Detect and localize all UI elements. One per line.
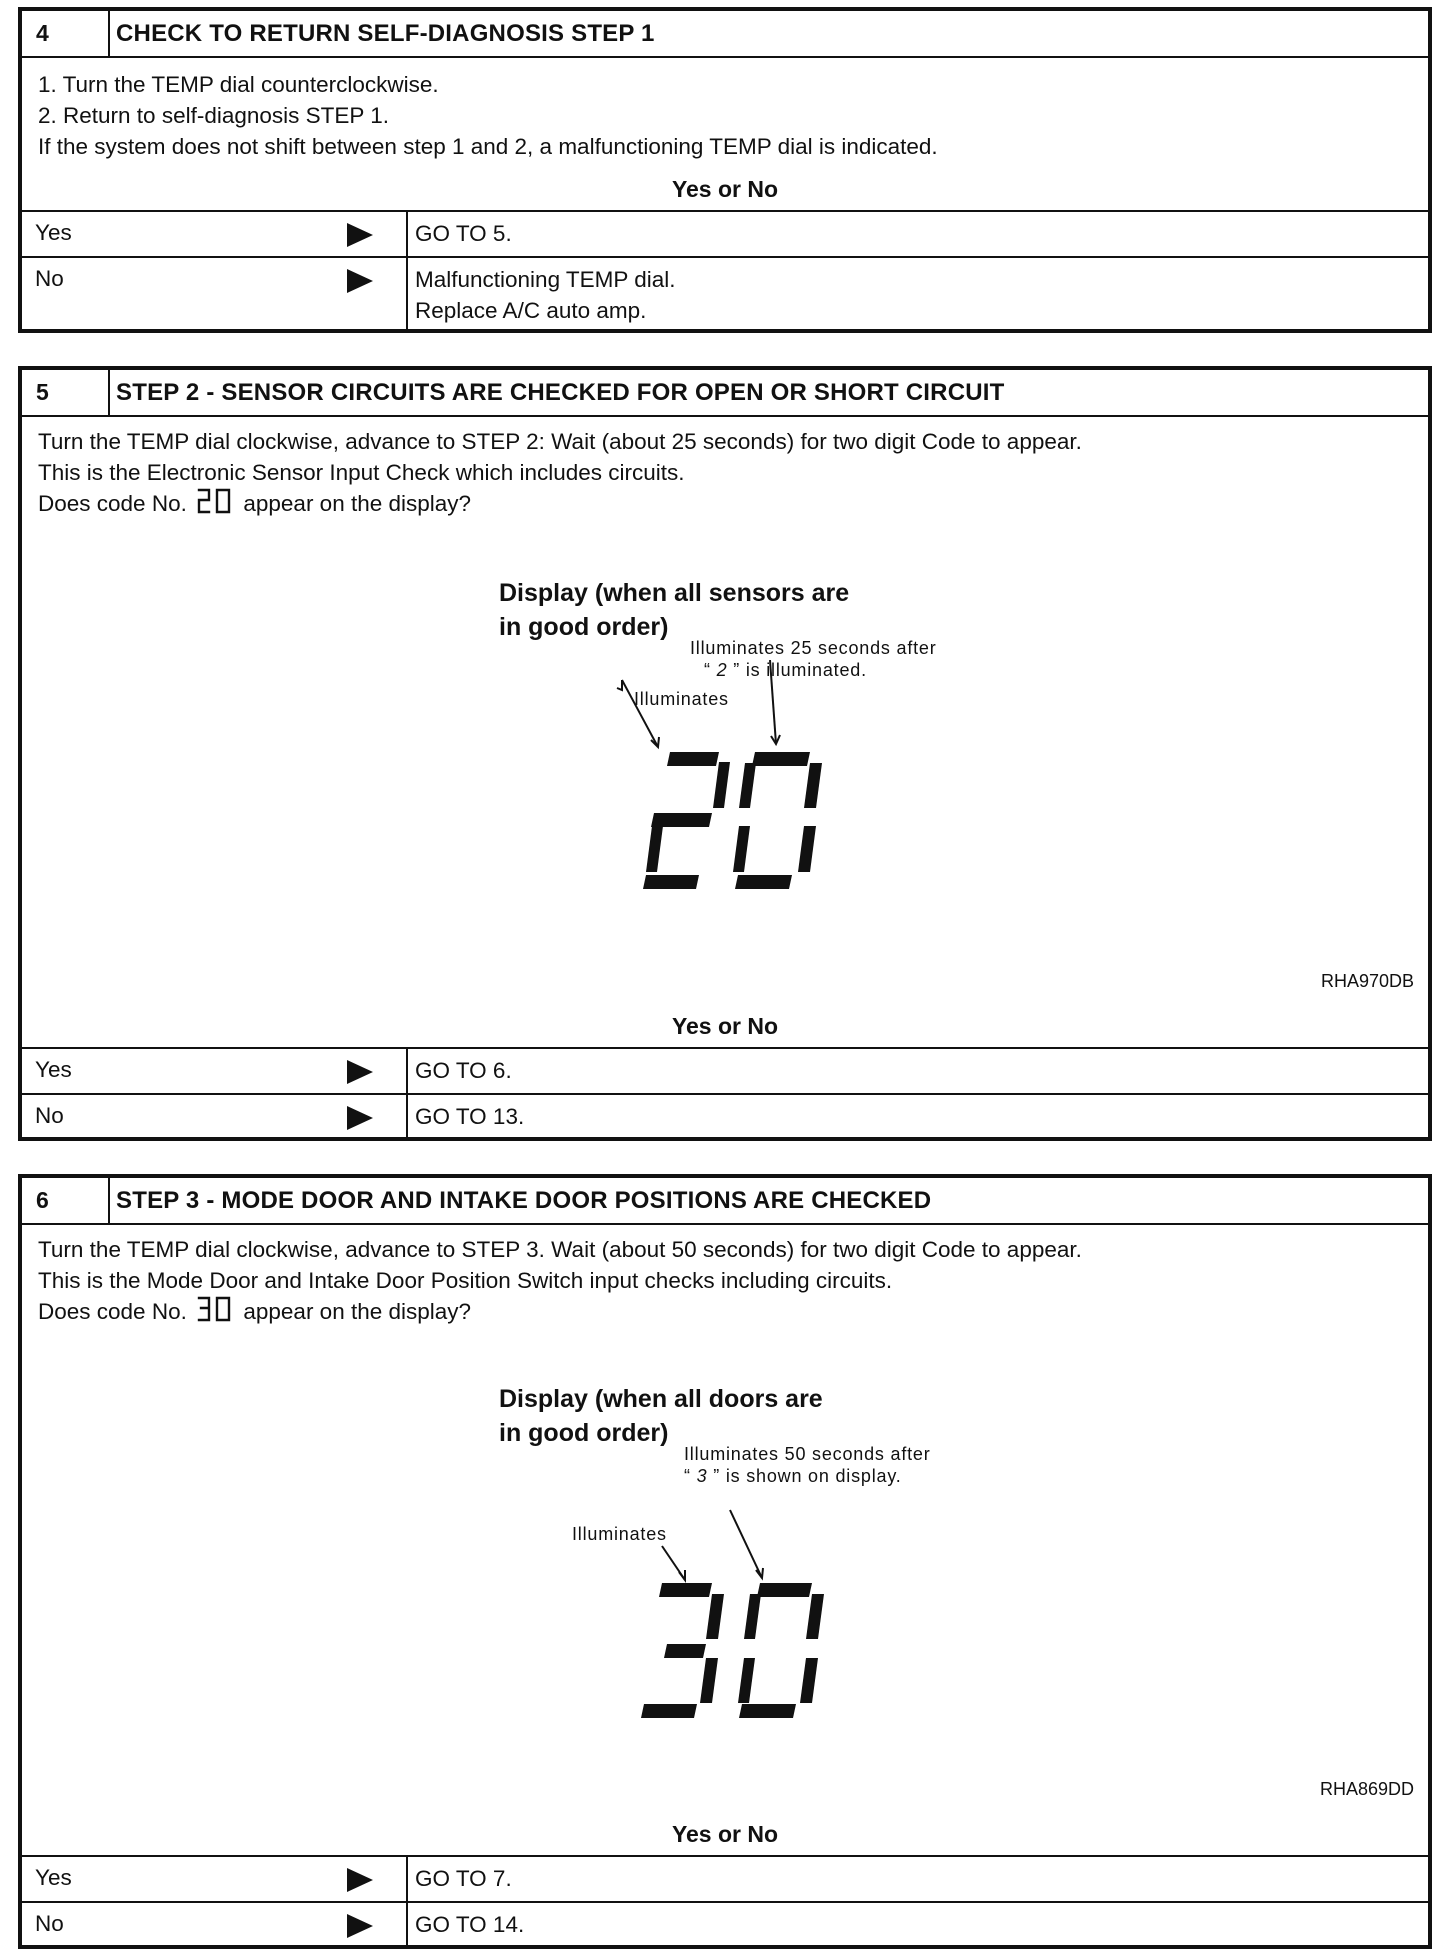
right-arrow-icon — [347, 223, 373, 247]
display-digit-2 — [643, 752, 730, 889]
figure-label-first-digit: Illuminates — [634, 689, 729, 709]
yes-row — [22, 1855, 1428, 1901]
no-result: GO TO 14. — [415, 1912, 525, 1937]
yes-label: Yes — [35, 1865, 72, 1890]
step-number: 6 — [22, 1178, 110, 1223]
yes-label: Yes — [35, 220, 72, 245]
note-digit: 2 — [716, 660, 728, 680]
step-6-instructions — [38, 1234, 1418, 1327]
note-line: Illuminates 25 seconds after — [690, 638, 937, 658]
yes-or-no-label: Yes or No — [671, 176, 779, 202]
figure-id: RHA970DB — [1320, 971, 1414, 991]
yes-label: Yes — [35, 1057, 72, 1082]
quote-close: ” is illuminated. — [733, 660, 867, 680]
no-label: No — [35, 266, 64, 291]
yes-row — [22, 1047, 1428, 1093]
no-row — [22, 1093, 1428, 1139]
yes-result: GO TO 7. — [415, 1866, 512, 1891]
yes-result: GO TO 6. — [415, 1058, 512, 1083]
step-title: CHECK TO RETURN SELF-DIAGNOSIS STEP 1 — [116, 20, 655, 47]
step-6-box — [18, 1174, 1432, 1949]
display-illustration — [492, 1468, 852, 1748]
instruction-line: 1. Turn the TEMP dial counterclockwise. — [38, 72, 439, 97]
quote-open: “ — [684, 1466, 691, 1486]
step-6-header — [22, 1178, 1428, 1225]
right-arrow-icon — [347, 269, 373, 293]
code-30-icon — [195, 1296, 235, 1322]
display-digit-0 — [733, 752, 822, 889]
caption-line: Display (when all sensors are — [499, 579, 850, 607]
step-number: 5 — [22, 370, 110, 415]
no-label: No — [35, 1103, 64, 1128]
no-row — [22, 1901, 1428, 1947]
display-illustration — [492, 660, 852, 940]
step-title: STEP 2 - SENSOR CIRCUITS ARE CHECKED FOR OPEN OR SHORT CIRCUIT — [116, 379, 1005, 406]
instruction-line: 2. Return to self-diagnosis STEP 1. — [38, 103, 390, 128]
instruction-line: This is the Electronic Sensor Input Check which includes circuits. — [38, 460, 685, 485]
right-arrow-icon — [347, 1106, 373, 1130]
code-question-suffix: appear on the display? — [243, 491, 472, 516]
step-title: STEP 3 - MODE DOOR AND INTAKE DOOR POSITIONS ARE CHECKED — [116, 1187, 932, 1214]
figure-id: RHA869DD — [1319, 1779, 1414, 1799]
code-20-icon — [195, 488, 235, 514]
step-5-instructions — [38, 426, 1418, 519]
yes-or-no-label: Yes or No — [671, 1013, 779, 1039]
no-result — [415, 258, 676, 326]
step-5-header — [22, 370, 1428, 417]
yes-row — [22, 210, 1428, 256]
yes-or-no-label: Yes or No — [671, 1821, 779, 1847]
figure-caption — [499, 1382, 823, 1450]
no-row — [22, 256, 1428, 333]
code-question-prefix: Does code No. — [38, 491, 187, 516]
figure-label-first-digit: Illuminates — [572, 1524, 667, 1544]
code-question-suffix: appear on the display? — [243, 1299, 472, 1324]
display-digit-3 — [641, 1583, 724, 1718]
step-number: 4 — [22, 11, 110, 56]
yes-result: GO TO 5. — [415, 221, 512, 246]
instruction-line: Turn the TEMP dial clockwise, advance to STEP 3. Wait (about 50 seconds) for two digit Code to appear. — [38, 1237, 1082, 1262]
right-arrow-icon — [347, 1868, 373, 1892]
note-digit: 3 — [696, 1466, 708, 1486]
step-4-box — [18, 7, 1432, 333]
figure-caption — [499, 576, 849, 644]
caption-line: in good order) — [499, 613, 669, 641]
instruction-line: This is the Mode Door and Intake Door Position Switch input checks including circuits. — [38, 1268, 893, 1293]
right-arrow-icon — [347, 1060, 373, 1084]
note-line: Illuminates 50 seconds after — [684, 1444, 931, 1464]
quote-close: ” is shown on display. — [713, 1466, 902, 1486]
display-digit-0 — [738, 1583, 824, 1718]
code-question-prefix: Does code No. — [38, 1299, 187, 1324]
step-5-box — [18, 366, 1432, 1141]
no-label: No — [35, 1911, 64, 1936]
right-arrow-icon — [347, 1914, 373, 1938]
no-result: GO TO 13. — [415, 1104, 525, 1129]
instruction-line: If the system does not shift between step 1 and 2, a malfunctioning TEMP dial is indicated. — [38, 134, 938, 159]
code-question — [38, 1296, 1418, 1327]
step-4-instructions — [38, 69, 1418, 162]
code-question — [38, 488, 1418, 519]
quote-open: “ — [704, 660, 711, 680]
step-4-header — [22, 11, 1428, 58]
result-line: Malfunctioning TEMP dial. — [415, 267, 676, 292]
instruction-line: Turn the TEMP dial clockwise, advance to STEP 2: Wait (about 25 seconds) for two digit Code to appear. — [38, 429, 1082, 454]
result-line: Replace A/C auto amp. — [415, 298, 647, 323]
caption-line: in good order) — [499, 1419, 669, 1447]
caption-line: Display (when all doors are — [499, 1385, 823, 1413]
